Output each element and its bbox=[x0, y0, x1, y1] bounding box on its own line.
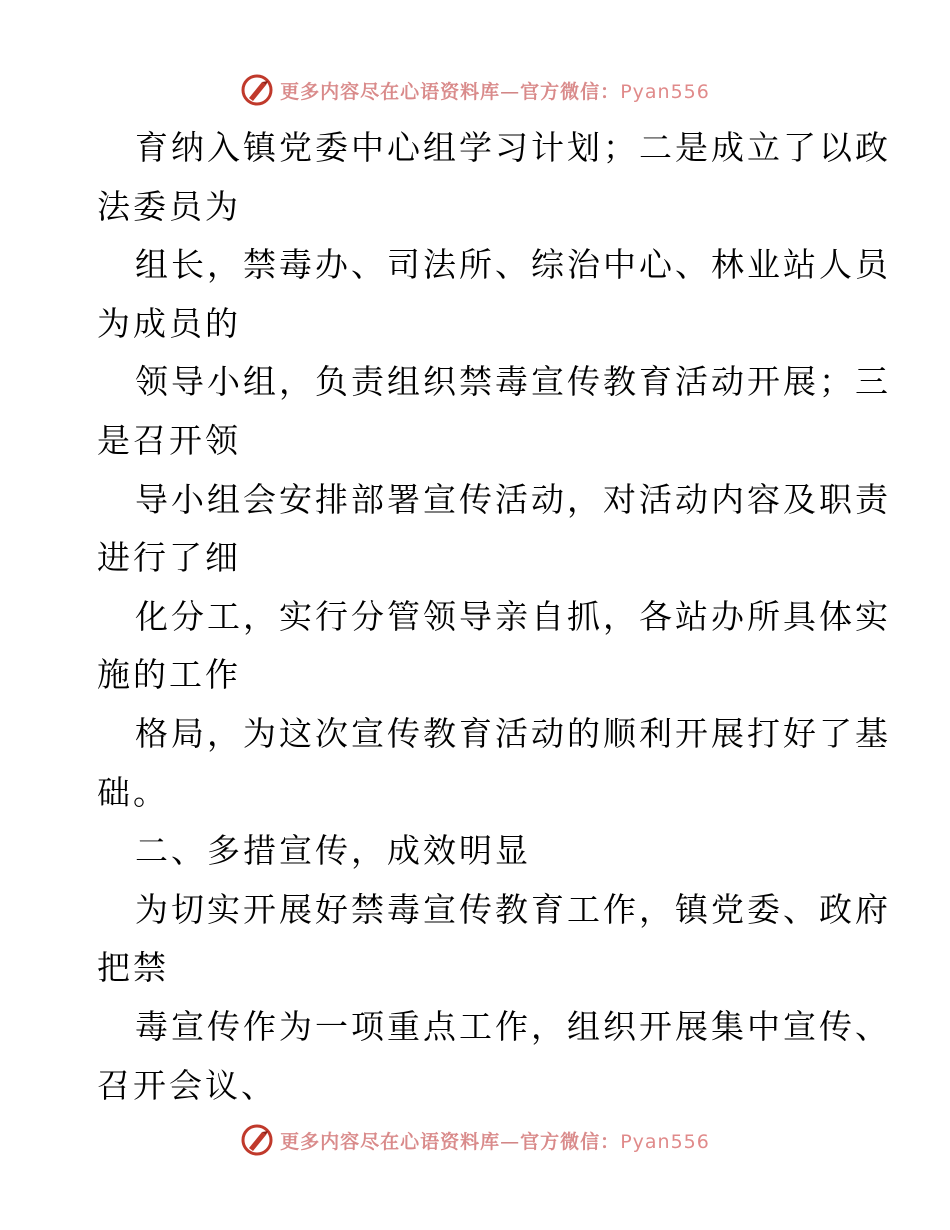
text-line: 进行了细 bbox=[97, 538, 241, 578]
text-line: 是召开领 bbox=[97, 420, 241, 460]
pen-logo-icon bbox=[240, 1123, 274, 1157]
text-line: 二、多措宣传，成效明显 bbox=[135, 831, 531, 871]
text-line: 毒宣传作为一项重点工作，组织开展集中宣传、 bbox=[135, 1006, 891, 1046]
watermark-text bbox=[280, 1127, 710, 1154]
text-line: 领导小组，负责组织禁毒宣传教育活动开展；三 bbox=[135, 362, 891, 402]
watermark-dash: — bbox=[500, 1130, 521, 1153]
text-line: 召开会议、 bbox=[97, 1065, 277, 1105]
header-watermark bbox=[0, 70, 950, 110]
text-line: 格局，为这次宣传教育活动的顺利开展打好了基 bbox=[135, 713, 891, 753]
pen-logo-icon bbox=[240, 73, 274, 107]
text-line: 化分工，实行分管领导亲自抓，各站办所具体实 bbox=[135, 596, 891, 636]
text-line: 育纳入镇党委中心组学习计划；二是成立了以政 bbox=[135, 128, 891, 167]
text-line: 为切实开展好禁毒宣传教育工作，镇党委、政府 bbox=[135, 889, 891, 929]
text-line: 础。 bbox=[97, 772, 169, 812]
watermark-handle: Pyan556 bbox=[620, 80, 710, 103]
watermark-label: 官方微信： bbox=[520, 1130, 621, 1153]
text-line: 把禁 bbox=[97, 948, 169, 988]
text-line: 为成员的 bbox=[97, 303, 241, 343]
document-body bbox=[97, 119, 891, 1115]
watermark-site-text: 更多内容尽在心语资料库 bbox=[280, 1130, 501, 1153]
text-line: 导小组会安排部署宣传活动，对活动内容及职责 bbox=[135, 479, 891, 519]
watermark-text bbox=[280, 77, 710, 104]
watermark-label: 官方微信： bbox=[520, 80, 621, 103]
text-line: 组长，禁毒办、司法所、综治中心、林业站人员 bbox=[135, 245, 891, 285]
text-line: 法委员为 bbox=[97, 186, 241, 226]
watermark-handle: Pyan556 bbox=[620, 1130, 710, 1153]
watermark-dash: — bbox=[500, 80, 521, 103]
footer-watermark bbox=[0, 1120, 950, 1160]
text-line: 施的工作 bbox=[97, 655, 241, 695]
watermark-site-text: 更多内容尽在心语资料库 bbox=[280, 80, 501, 103]
